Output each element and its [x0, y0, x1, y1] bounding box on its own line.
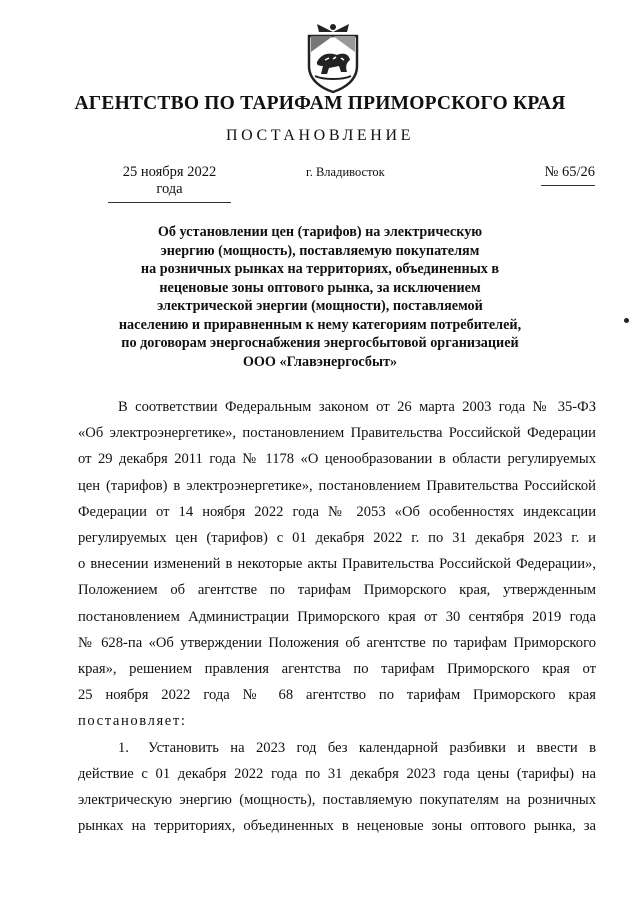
agency-name: АГЕНТСТВО ПО ТАРИФАМ ПРИМОРСКОГО КРАЯ: [74, 93, 566, 114]
body-line: от 29 декабря 2011 года № 1178 «О ценообразовании в области регулируемых: [78, 451, 596, 468]
document-date: 25 ноября 2022 года: [108, 164, 231, 203]
body-line: «Об электроэнергетике», постановлением Правительства Российской Федерации: [78, 425, 596, 442]
document-title: [60, 223, 580, 371]
body-line: постановлением Администрации Приморского края от 30 сентября 2019 года: [78, 608, 596, 625]
body-line: Положением об агентстве по тарифам Приморского края, утвержденным: [78, 582, 596, 599]
title-line: населению и приравненным к нему категориям потребителей,: [118, 316, 522, 333]
document-body: [78, 394, 596, 839]
document-city: г. Владивосток: [306, 165, 385, 179]
body-line: о внесении изменений в некоторые акты Правительства Российской Федерации»,: [78, 556, 596, 573]
body-line: цен (тарифов) в электроэнергетике», постановлением Правительства Российской: [78, 477, 596, 494]
margin-dot: [624, 318, 629, 323]
item-1-first-line: [78, 735, 596, 761]
title-line: энергию (мощность), поставляемую покупателям: [160, 242, 480, 259]
resolves-word: постановляет:: [78, 713, 187, 730]
body-line: рынках на территориях, объединенных в неценовые зоны оптового рынка, за: [78, 818, 596, 835]
title-line: электрической энергии (мощности), поставляемой: [157, 298, 483, 314]
title-line: Об установлении цен (тарифов) на электрическую: [157, 224, 483, 240]
title-line: ООО «Главэнергосбыт»: [242, 353, 398, 370]
item-1-text: Установить на 2023 год без календарной разбивки и ввести в: [148, 739, 596, 756]
body-line: края», решением правления агентства по тарифам Приморского края от: [78, 661, 596, 678]
document-type: ПОСТАНОВЛЕНИЕ: [226, 127, 414, 144]
document-number: № 65/26: [541, 164, 595, 186]
body-line: В соответствии Федеральным законом от 26 марта 2003 года № 35-ФЗ: [118, 399, 596, 415]
coat-of-arms-emblem: [303, 22, 363, 94]
body-line: регулируемых цен (тарифов) с 01 декабря 2022 г. по 31 декабря 2023 г. и: [78, 530, 596, 547]
title-line: по договорам энергоснабжения энергосбытовой организацией: [121, 335, 519, 351]
item-number: 1.: [118, 739, 129, 756]
body-line: № 628-па «Об утверждении Положения об агентстве по тарифам Приморского: [78, 634, 596, 651]
body-line: 25 ноября 2022 года № 68 агентство по тарифам Приморского края: [78, 687, 596, 704]
body-line: действие с 01 декабря 2022 года по 31 декабря 2023 года цены (тарифы) на: [78, 765, 596, 782]
body-line: электрическую энергию (мощность), поставляемую покупателям на розничных: [78, 792, 596, 809]
title-line: неценовые зоны оптового рынка, за исключением: [159, 279, 481, 296]
body-line: Федерации от 14 ноября 2022 года № 2053 «Об особенностях индексации: [78, 503, 596, 520]
title-line: на розничных рынках на территориях, объединенных в: [140, 261, 500, 277]
